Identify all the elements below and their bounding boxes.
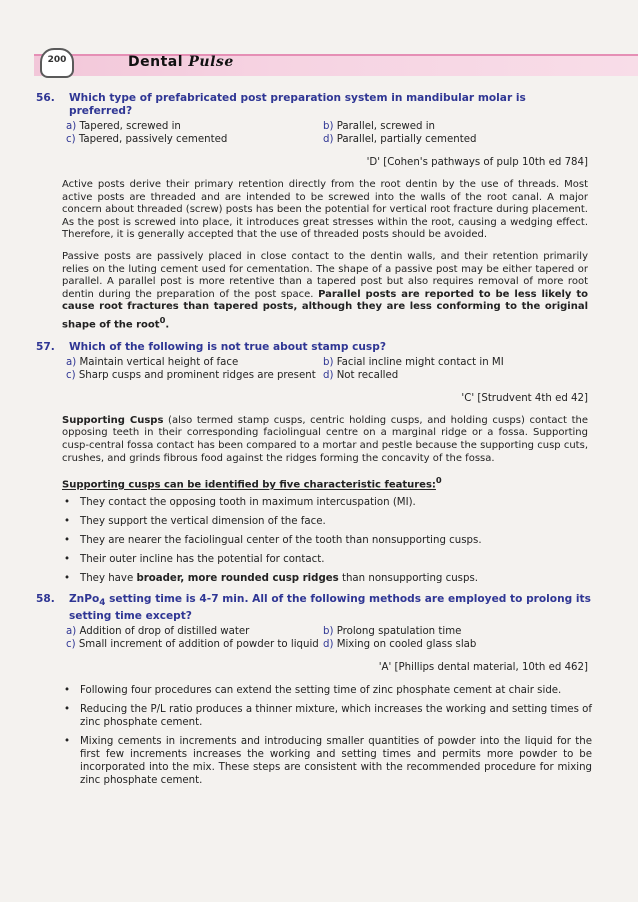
option-b: [323, 625, 592, 638]
option-text: Facial incline might contact in MI: [333, 356, 504, 368]
list-item-text: Mixing cements in increments and introducing smaller quantities of powder into the liquid for the first few increments increases the working and setting times and permits more powder to be incorporated into the mix. These steps are consistent with the recommended procedure for mixing zinc phosphate cement.: [80, 736, 592, 787]
bold-text: Supporting Cusps: [62, 414, 164, 426]
list-item-text: They support the vertical dimension of the face.: [80, 516, 326, 528]
question-number: 58.: [36, 593, 55, 606]
question-heading: [36, 92, 592, 118]
option-text: Addition of drop of distilled water: [76, 626, 250, 638]
bullet-icon: •: [64, 554, 71, 566]
option-text: Maintain vertical height of face: [76, 356, 239, 368]
question-heading: [36, 341, 592, 354]
option-d: [323, 638, 592, 651]
list-item-text: They are nearer the faciolingual center of the tooth than nonsupporting cusps.: [80, 535, 482, 547]
list-item: [62, 735, 592, 787]
options: [66, 356, 592, 382]
question-text: Which of the following is not true about stamp cusp?: [69, 340, 386, 353]
list-item: [62, 534, 592, 547]
bullet-list: [62, 684, 592, 787]
option-b: [323, 120, 592, 133]
option-a: [66, 625, 323, 638]
explanation-paragraph: [62, 251, 588, 332]
option-c: [66, 133, 323, 146]
bullet-icon: •: [64, 573, 71, 585]
question-58: [36, 593, 592, 787]
option-d: [323, 133, 592, 146]
option-letter: c): [66, 134, 76, 145]
underlined-heading: Supporting cusps can be identified by five characteristic features:: [62, 479, 436, 491]
question-text: Which type of prefabricated post preparation system in mandibular molar is preferred?: [69, 92, 526, 117]
option-d: [323, 369, 592, 382]
option-c: [66, 638, 323, 651]
page-content: [36, 92, 592, 795]
list-item-text: Following four procedures can extend the setting time of zinc phosphate cement at chair side.: [80, 685, 562, 697]
option-letter: d): [323, 369, 334, 381]
text-run: .: [165, 319, 170, 331]
superscript: 0: [159, 314, 166, 325]
list-item-text: Reducing the P/L ratio produces a thinner mixture, which increases the working and setting times of zinc phosphate cement.: [80, 704, 592, 729]
option-letter: b): [323, 356, 334, 368]
option-letter: a): [66, 356, 77, 368]
question-heading: [36, 593, 592, 623]
option-text: Prolong spatulation time: [333, 626, 462, 638]
bold-text: broader, more rounded cusp ridges: [136, 573, 339, 585]
bullet-list: [62, 496, 592, 585]
list-item: [62, 496, 592, 509]
bold-text: Parallel posts are reported to be less likely to cause root fractures than tapered posts, although they are less conforming to the original shape of the root: [62, 288, 589, 331]
option-b: [323, 356, 592, 369]
superscript: 0: [435, 475, 442, 486]
text-run: They have: [80, 573, 137, 585]
question-number: 56.: [36, 92, 55, 104]
question-57: [36, 341, 592, 585]
page-number: 200: [47, 55, 67, 65]
bullet-icon: •: [64, 736, 71, 748]
option-letter: b): [323, 626, 334, 638]
text-run: Passive posts are passively placed in close contact to the dentin walls, and their retention primarily relies on the luting cement used for cementation. The shape of a passive post may be either tapered or parallel. A parallel post is more retentive than a tapered post but also requires removal of more root dentin during the preparation of the post space.: [62, 250, 588, 300]
bullet-icon: •: [64, 685, 71, 697]
option-text: Mixing on cooled glass slab: [333, 639, 477, 651]
option-c: [66, 369, 323, 382]
option-a: [66, 120, 323, 133]
list-heading: [62, 474, 588, 492]
option-letter: b): [323, 121, 334, 132]
option-text: Small increment of addition of powder to liquid: [75, 639, 319, 651]
bullet-icon: •: [64, 704, 71, 716]
answer-reference: 'A' [Phillips dental material, 10th ed 462]: [378, 662, 588, 674]
text-run: than nonsupporting cusps.: [338, 573, 478, 585]
answer-reference: 'D' [Cohen's pathways of pulp 10th ed 784]: [366, 157, 588, 168]
option-letter: a): [66, 121, 77, 132]
brand-main: Dental: [128, 54, 189, 70]
option-letter: c): [66, 639, 76, 651]
option-text: Parallel, screwed in: [333, 121, 436, 132]
text-run: (also termed stamp cusps, centric holding cusps, and holding cusps) contact the opposing teeth in their corresponding faciolingual centre on a marginal ridge or a fossa. Supporting cusp-central fossa contact has been compared to a mortar and pestle because the supporting cusp cuts, crushes, and grinds fibrous food against the ridges forming the concavity of the fossa.: [62, 414, 588, 464]
text-run: ZnPo: [69, 593, 100, 606]
list-item: [62, 515, 592, 528]
explanation-paragraph: [62, 415, 588, 465]
bullet-icon: •: [64, 497, 71, 509]
list-item: [62, 703, 592, 729]
page-header: [34, 48, 638, 74]
brand-title: [128, 54, 234, 70]
bullet-icon: •: [64, 516, 71, 528]
brand-italic: Pulse: [188, 54, 234, 70]
text-run: setting time is 4-7 min. All of the following methods are employed to prolong its setting time except?: [69, 593, 591, 623]
list-item: [62, 572, 592, 585]
option-a: [66, 356, 323, 369]
header-band: [34, 54, 638, 76]
option-letter: d): [323, 639, 334, 651]
subscript: 4: [99, 598, 106, 609]
option-letter: a): [66, 626, 77, 638]
list-item: [62, 553, 592, 566]
option-letter: d): [323, 134, 334, 145]
answer-reference: 'C' [Strudvent 4th ed 42]: [461, 392, 588, 404]
option-text: Parallel, partially cemented: [333, 134, 477, 145]
list-item: [62, 684, 592, 697]
question-56: [36, 92, 592, 332]
option-text: Tapered, passively cemented: [75, 134, 228, 145]
list-item-text: Their outer incline has the potential for contact.: [80, 554, 325, 566]
option-letter: c): [66, 369, 76, 381]
question-text: [69, 593, 592, 623]
question-number: 57.: [36, 340, 55, 353]
list-item-text: They contact the opposing tooth in maximum intercuspation (MI).: [80, 497, 416, 509]
option-text: Sharp cusps and prominent ridges are present: [75, 369, 316, 381]
options: [66, 120, 592, 146]
explanation-paragraph: Active posts derive their primary retention directly from the root dentin by the use of threads. Most active posts are threaded and are intended to be screwed into the walls of the root canal. A major concern about threaded (screw) posts has been the potential for vertical root fracture during placement. As the post is screwed into place, it introduces great stresses within the root, causing a wedging effect. Therefore, it is generally accepted that the use of threaded posts should be avoided.: [62, 179, 588, 241]
option-text: Not recalled: [333, 369, 399, 381]
option-text: Tapered, screwed in: [76, 121, 181, 132]
options: [66, 625, 592, 651]
bullet-icon: •: [64, 535, 71, 547]
